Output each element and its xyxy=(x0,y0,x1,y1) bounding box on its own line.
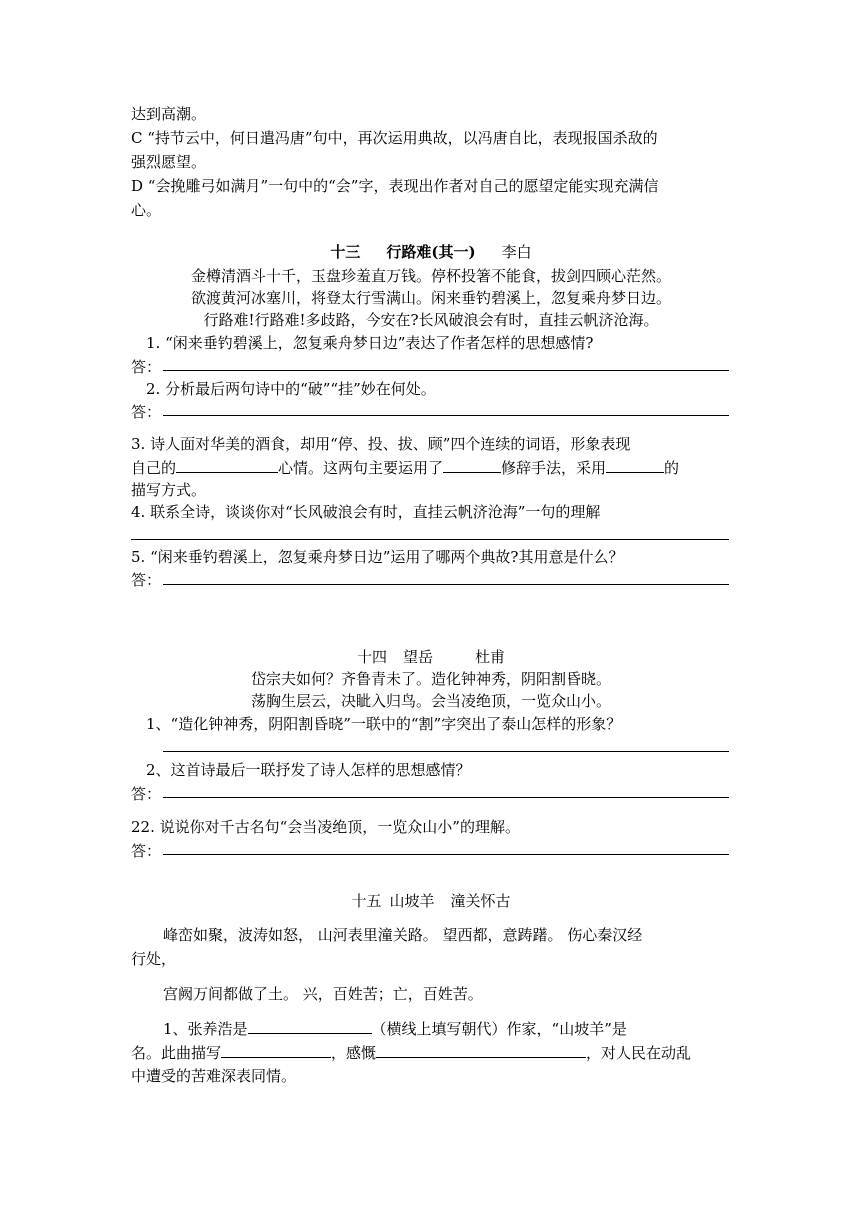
fill-text: 自己的 xyxy=(131,459,177,477)
section-number: 十五 xyxy=(351,892,382,910)
section-14-heading xyxy=(131,646,731,668)
poem-author: 杜甫 xyxy=(475,648,506,666)
option-d-line1: D “会挽雕弓如满月”一句中的“会”字，表现出作者对自己的愿望定能实现充满信 xyxy=(131,177,659,195)
question-1: 1、“造化钟神秀，阴阳割昏晓”一联中的“割”字突出了泰山怎样的形象？ xyxy=(146,715,622,733)
fill-text: ，感慨 xyxy=(331,1044,377,1062)
poem-author: 李白 xyxy=(501,243,532,261)
section-number: 十三 xyxy=(330,243,361,261)
fill-text: （横线上填写朝代）作家，“山坡羊”是 xyxy=(371,1020,627,1038)
option-c-line1: C “持节云中，何日遣冯唐”句中，再次运用典故，以冯唐自比，表现报国杀敌的 xyxy=(131,129,658,147)
fill-text: 心情。这两句主要运用了 xyxy=(278,459,444,477)
poem-title: 望岳 xyxy=(402,648,433,666)
poem-subtitle: 潼关怀古 xyxy=(450,892,511,910)
poem-title: 行路难(其一) xyxy=(386,243,476,261)
fill-blank[interactable] xyxy=(376,1041,586,1058)
fill-text: 名。此曲描写 xyxy=(131,1044,222,1062)
question-1-line2 xyxy=(131,1041,691,1064)
section-number: 十四 xyxy=(356,648,387,666)
question-3-end: 描写方式。 xyxy=(131,481,207,499)
poem-paragraph: 峰峦如聚，波涛如怒， 山河表里潼关路。 望西都，意踌躇。 伤心秦汉经 xyxy=(163,926,643,944)
fill-blank[interactable] xyxy=(606,456,664,473)
answer-line[interactable] xyxy=(163,751,729,752)
answer-label: 答： xyxy=(131,785,162,803)
poem-line: 金樽清酒斗十千，玉盘珍羞直万钱。停杯投箸不能食，拔剑四顾心茫然。 xyxy=(190,267,671,285)
fill-text: 的 xyxy=(664,459,680,477)
answer-line[interactable] xyxy=(163,797,729,798)
poem-line: 荡胸生层云，决眦入归鸟。会当凌绝顶，一览众山小。 xyxy=(250,692,611,710)
fill-blank[interactable] xyxy=(221,1041,331,1058)
answer-label: 答： xyxy=(131,842,162,860)
answer-line[interactable] xyxy=(163,854,729,855)
text-line: 达到高潮。 xyxy=(131,105,207,123)
poem-line: 欲渡黄河冰塞川，将登太行雪满山。闲来垂钓碧溪上，忽复乘舟梦日边。 xyxy=(190,289,671,307)
answer-line[interactable] xyxy=(163,415,729,416)
question-1: 1. “闲来垂钓碧溪上，忽复乘舟梦日边”表达了作者怎样的思想感情? xyxy=(146,334,594,352)
fill-text: 修辞手法，采用 xyxy=(501,459,607,477)
answer-line[interactable] xyxy=(163,584,729,585)
question-4: 4. 联系全诗，谈谈你对“长风破浪会有时，直挂云帆济沧海”一句的理解 xyxy=(131,503,601,521)
section-15-heading xyxy=(131,890,731,912)
option-c-line2: 强烈愿望。 xyxy=(131,153,207,171)
answer-label: 答： xyxy=(131,571,162,589)
question-2: 2、这首诗最后一联抒发了诗人怎样的思想感情？ xyxy=(146,761,471,779)
fill-blank[interactable] xyxy=(248,1017,372,1034)
answer-label: 答： xyxy=(131,403,162,421)
question-22: 22. 说说你对千古名句“会当凌绝顶，一览众山小”的理解。 xyxy=(131,818,520,836)
question-5: 5. “闲来垂钓碧溪上，忽复乘舟梦日边”运用了哪两个典故?其用意是什么？ xyxy=(131,548,624,566)
fill-blank[interactable] xyxy=(443,456,501,473)
answer-label: 答： xyxy=(131,358,162,376)
fill-text: ，对人民在动乱 xyxy=(586,1044,692,1062)
question-1 xyxy=(163,1017,627,1040)
answer-line[interactable] xyxy=(163,370,729,371)
question-1-line3: 中遭受的苦难深表同情。 xyxy=(131,1067,297,1085)
answer-line[interactable] xyxy=(131,539,729,540)
poem-paragraph: 行处， xyxy=(131,950,177,968)
question-2: 2. 分析最后两句诗中的“破”“挂”妙在何处。 xyxy=(146,380,436,398)
section-13-heading xyxy=(131,241,731,263)
question-3-fill-line xyxy=(131,456,679,479)
fill-text: 1、张养浩是 xyxy=(163,1020,248,1038)
poem-paragraph: 宫阙万间都做了土。 兴，百姓苦；亡，百姓苦。 xyxy=(163,985,483,1003)
question-3: 3. 诗人面对华美的酒食，却用“停、投、拔、顾”四个连续的词语，形象表现 xyxy=(131,435,631,453)
poem-title: 山坡羊 xyxy=(389,892,435,910)
fill-blank[interactable] xyxy=(176,456,278,473)
poem-line: 行路难!行路难!多歧路，今安在?长风破浪会有时，直挂云帆济沧海。 xyxy=(203,311,659,329)
option-d-line2: 心。 xyxy=(131,201,162,219)
poem-line: 岱宗夫如何？齐鲁青未了。造化钟神秀，阴阳割昏晓。 xyxy=(250,670,611,688)
